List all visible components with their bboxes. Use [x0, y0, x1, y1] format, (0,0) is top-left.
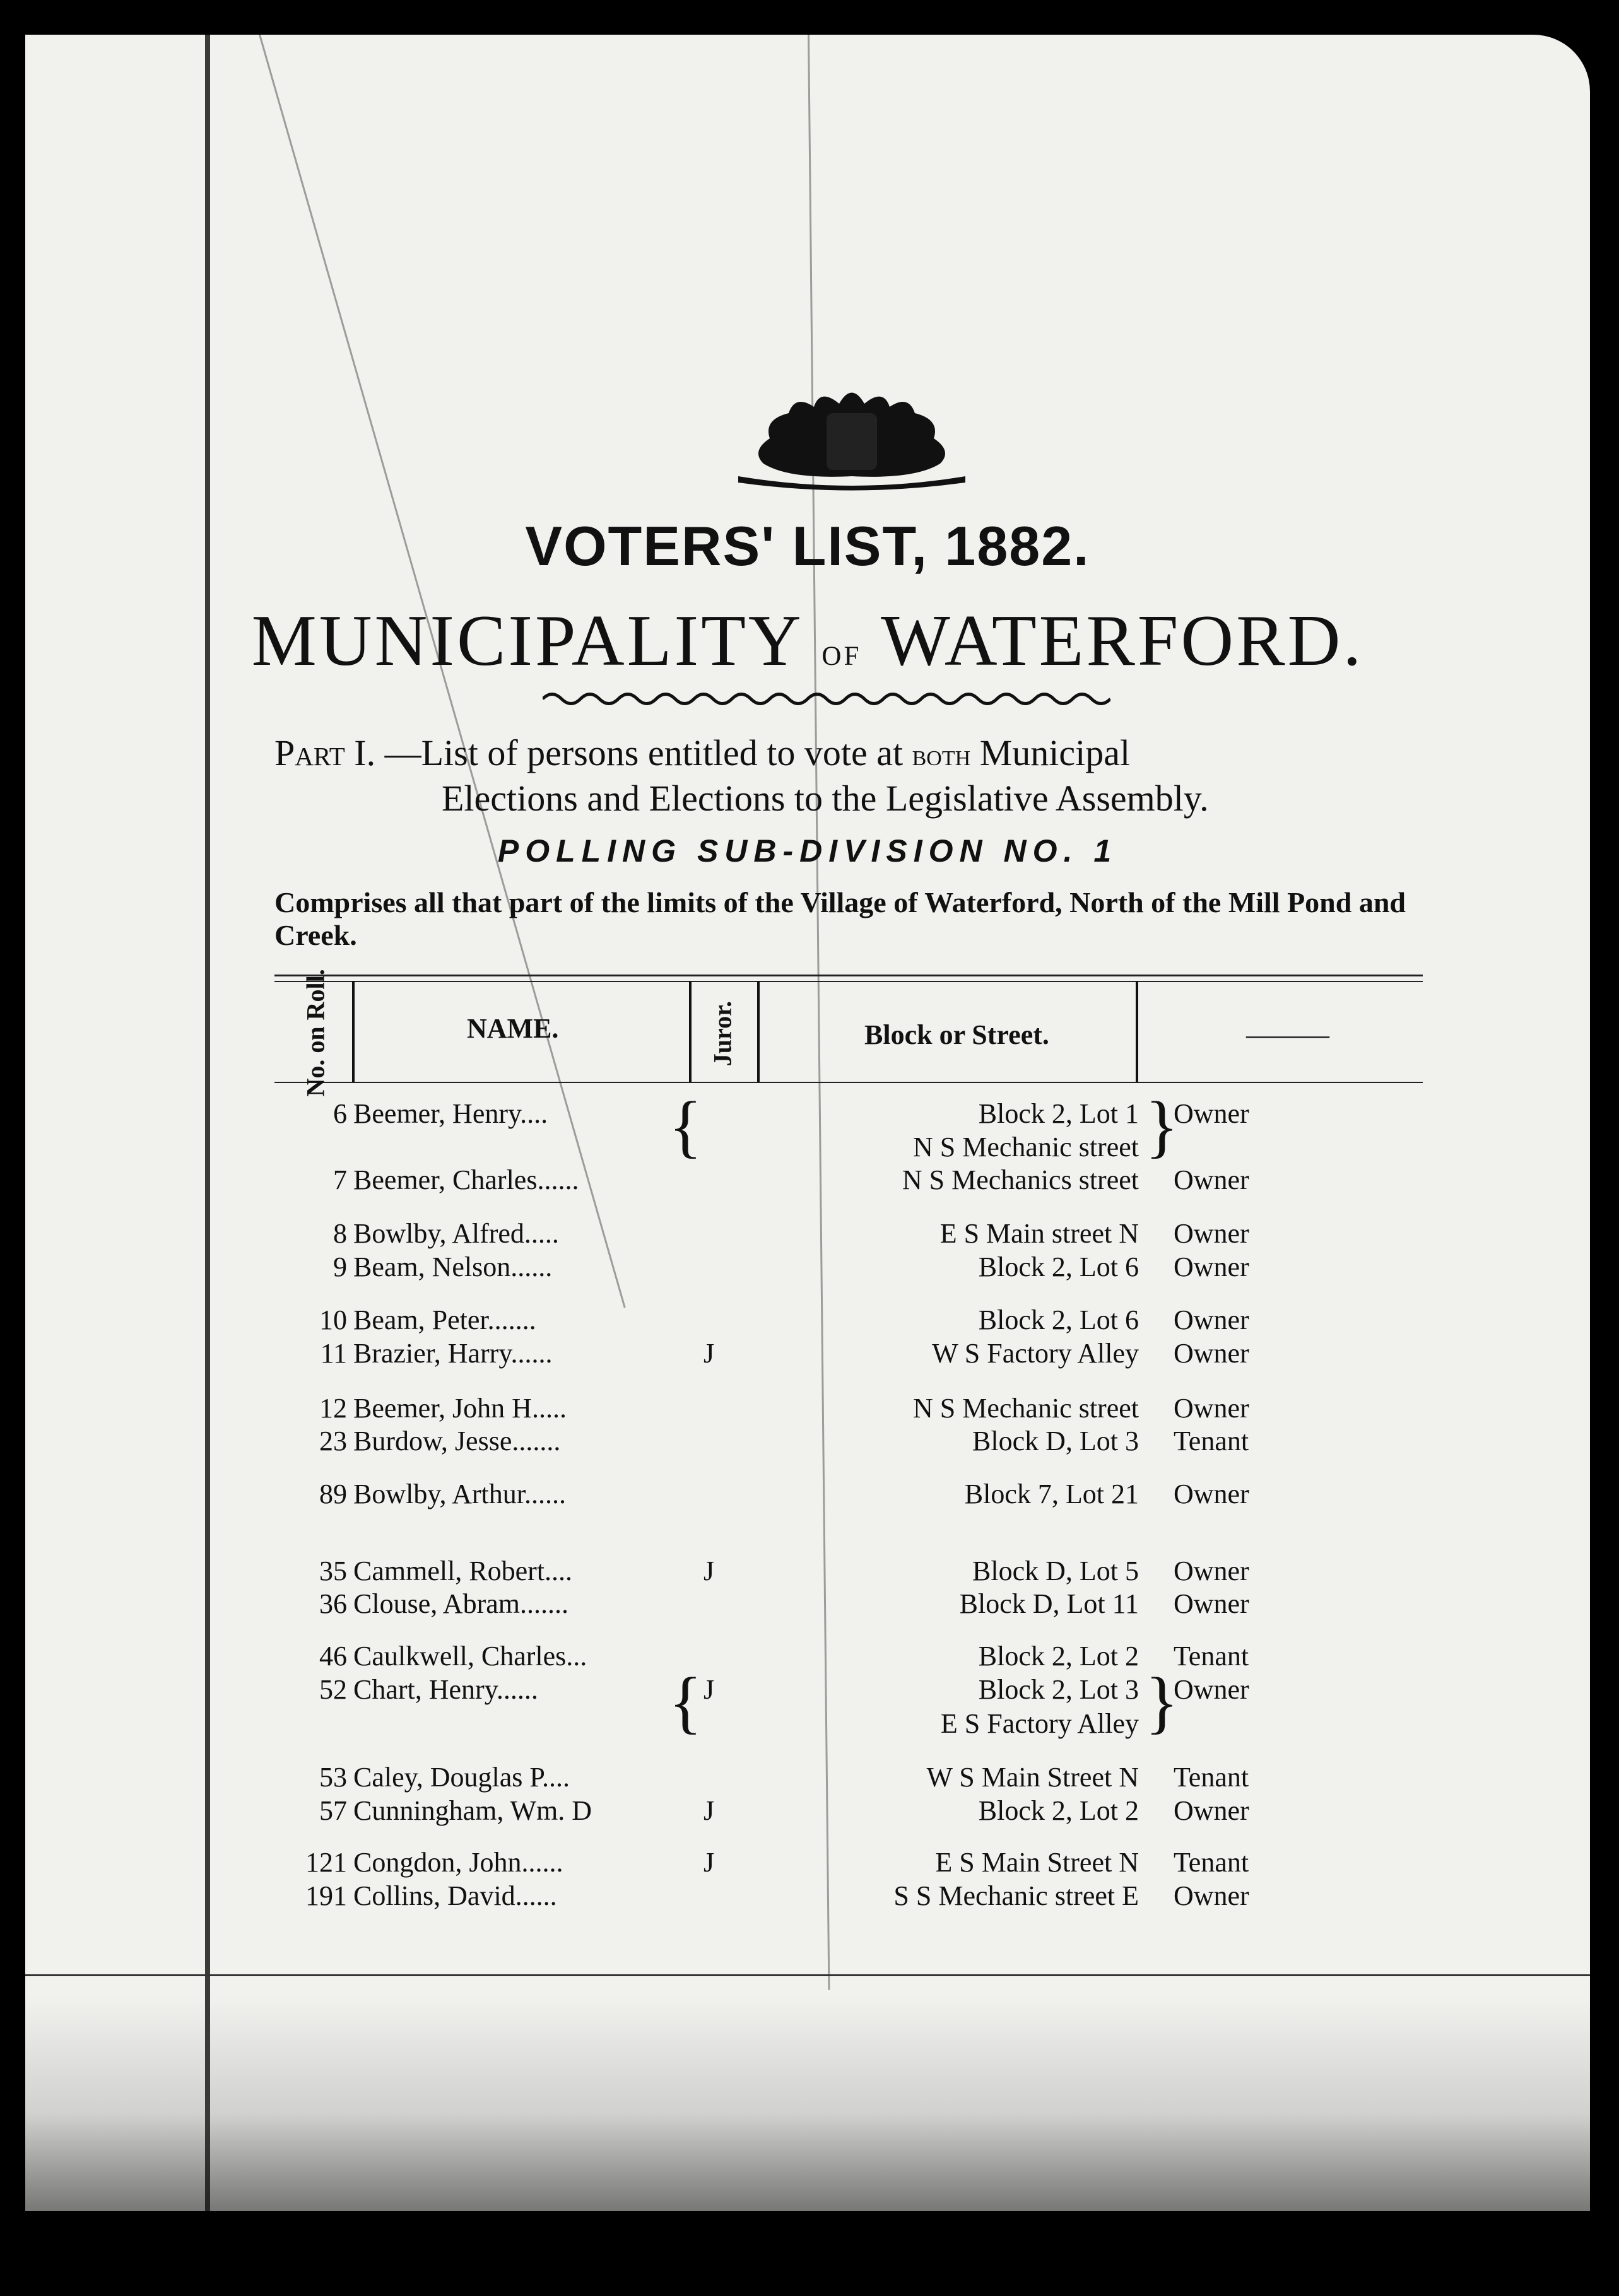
- roll-number: 11: [320, 1338, 347, 1369]
- juror-mark: J: [704, 1674, 715, 1705]
- roll-number: 6: [333, 1098, 347, 1129]
- block-or-street: W S Main Street N: [926, 1762, 1139, 1793]
- table-row: [25, 1425, 1590, 1460]
- table-row: [25, 1304, 1590, 1339]
- municipality-name: WATERFORD.: [881, 600, 1364, 681]
- block-or-street: S S Mechanic street E: [893, 1880, 1139, 1911]
- occupancy: Owner: [1174, 1795, 1249, 1826]
- header-no-on-roll: No. on Roll.: [301, 969, 330, 1097]
- roll-number: 191: [305, 1880, 347, 1911]
- occupancy: Tenant: [1174, 1847, 1249, 1878]
- table-top-rule: [274, 981, 1423, 982]
- part-text-both: both: [912, 739, 971, 772]
- block-or-street: N S Mechanic street: [913, 1132, 1139, 1163]
- table-row: [25, 1164, 1590, 1199]
- block-or-street: E S Factory Alley: [940, 1708, 1139, 1739]
- voter-name: Congdon, John......: [353, 1847, 563, 1878]
- block-or-street: Block 2, Lot 2: [978, 1641, 1139, 1672]
- coat-of-arms-emblem: [726, 369, 978, 495]
- roll-number: 10: [319, 1304, 347, 1335]
- roll-number: 121: [305, 1847, 347, 1878]
- occupancy: Tenant: [1174, 1762, 1249, 1793]
- block-or-street: Block 2, Lot 3: [978, 1674, 1139, 1705]
- table-row: [25, 1217, 1590, 1253]
- occupancy: Owner: [1174, 1588, 1249, 1619]
- voter-name: Burdow, Jesse.......: [353, 1426, 561, 1456]
- occupancy: Owner: [1174, 1880, 1249, 1911]
- part-description: [274, 732, 1423, 820]
- header-occupancy: ———: [1246, 1019, 1329, 1050]
- roll-number: 46: [319, 1641, 347, 1672]
- block-or-street: N S Mechanic street: [913, 1393, 1139, 1424]
- paper-shadow: [25, 1996, 1590, 2211]
- block-or-street: W S Factory Alley: [932, 1338, 1139, 1369]
- block-or-street: Block 2, Lot 1: [978, 1098, 1139, 1129]
- municipality-title: [25, 599, 1590, 683]
- municipality-prefix: MUNICIPALITY: [251, 600, 801, 681]
- table-row: [25, 1588, 1590, 1623]
- voter-name: Cammell, Robert....: [353, 1555, 573, 1586]
- occupancy: Owner: [1174, 1338, 1249, 1369]
- roll-number: 8: [333, 1218, 347, 1249]
- voter-name: Brazier, Harry......: [353, 1338, 553, 1369]
- table-row: [25, 1392, 1590, 1427]
- brace-mark: }: [1145, 1087, 1179, 1164]
- block-or-street: Block D, Lot 11: [959, 1588, 1139, 1619]
- roll-number: 89: [319, 1479, 347, 1509]
- juror-mark: J: [704, 1338, 715, 1369]
- brace-mark: {: [669, 1663, 702, 1740]
- occupancy: Owner: [1174, 1251, 1249, 1282]
- roll-number: 23: [319, 1426, 347, 1456]
- table-bottom-rule: [25, 1974, 1590, 1976]
- column-divider: [689, 981, 692, 1082]
- roll-number: 9: [333, 1251, 347, 1282]
- voter-name: Bowlby, Alfred.....: [353, 1218, 559, 1249]
- voter-name: Beam, Peter.......: [353, 1304, 536, 1335]
- column-divider: [1136, 981, 1138, 1082]
- table-row: [25, 1555, 1590, 1590]
- roll-number: 35: [319, 1555, 347, 1586]
- part-text: —List of persons entitled to vote at: [384, 732, 904, 773]
- block-or-street: Block D, Lot 3: [972, 1426, 1139, 1456]
- table-row: [25, 1478, 1590, 1513]
- roll-number: 12: [319, 1393, 347, 1424]
- voter-name: Beam, Nelson......: [353, 1251, 553, 1282]
- block-or-street: E S Main Street N: [935, 1847, 1139, 1878]
- roll-number: 36: [319, 1588, 347, 1619]
- voter-name: Collins, David......: [353, 1880, 557, 1911]
- roll-number: 7: [333, 1164, 347, 1195]
- column-divider: [352, 981, 355, 1082]
- voter-name: Beemer, Charles......: [353, 1164, 579, 1195]
- document-title: VOTERS' LIST, 1882.: [525, 515, 1090, 577]
- table-row: [25, 1761, 1590, 1796]
- part-text: Municipal: [979, 732, 1131, 773]
- table-row: [25, 1707, 1590, 1743]
- voter-name: Clouse, Abram.......: [353, 1588, 568, 1619]
- occupancy: Owner: [1174, 1393, 1249, 1424]
- wavy-divider: [543, 689, 1110, 708]
- voter-name: Chart, Henry......: [353, 1674, 538, 1705]
- header-block-or-street: Block or Street.: [864, 1019, 1049, 1050]
- occupancy: Owner: [1174, 1555, 1249, 1586]
- table-row: [25, 1640, 1590, 1675]
- voter-name: Beemer, Henry....: [353, 1098, 548, 1129]
- occupancy: Owner: [1174, 1098, 1249, 1129]
- occupancy: Owner: [1174, 1674, 1249, 1705]
- table-row: [25, 1337, 1590, 1373]
- block-or-street: Block 7, Lot 21: [964, 1479, 1139, 1509]
- table-row: [25, 1131, 1590, 1166]
- municipality-of: of: [821, 631, 862, 674]
- occupancy: Owner: [1174, 1479, 1249, 1509]
- block-or-street: Block 2, Lot 6: [978, 1251, 1139, 1282]
- occupancy: Owner: [1174, 1304, 1249, 1335]
- voter-name: Beemer, John H.....: [353, 1393, 567, 1424]
- block-or-street: E S Main street N: [939, 1218, 1139, 1249]
- table-row: [25, 1880, 1590, 1915]
- table-row: [25, 1846, 1590, 1882]
- brace-mark: {: [669, 1087, 702, 1164]
- occupancy: Owner: [1174, 1164, 1249, 1195]
- document-page: [25, 35, 1590, 2211]
- voter-name: Caulkwell, Charles...: [353, 1641, 587, 1672]
- block-or-street: Block D, Lot 5: [972, 1555, 1139, 1586]
- table-top-rule: [274, 975, 1423, 976]
- voter-name: Cunningham, Wm. D: [353, 1795, 592, 1826]
- roll-number: 53: [319, 1762, 347, 1793]
- table-row: [25, 1251, 1590, 1286]
- voter-name: Caley, Douglas P....: [353, 1762, 570, 1793]
- block-or-street: N S Mechanics street: [902, 1164, 1139, 1195]
- occupancy: Owner: [1174, 1218, 1249, 1249]
- table-header-rule: [274, 1082, 1423, 1083]
- part-label: Part I.: [274, 732, 376, 773]
- header-name: NAME.: [467, 1013, 559, 1044]
- voter-name: Bowlby, Arthur......: [353, 1479, 566, 1509]
- part-text-line2: Elections and Elections to the Legislative Assembly.: [442, 778, 1209, 819]
- juror-mark: J: [704, 1555, 715, 1586]
- roll-number: 52: [319, 1674, 347, 1705]
- column-divider: [757, 981, 760, 1082]
- comprises-text: Comprises all that part of the limits of the Village of Waterford, North of the Mill Pond and Creek.: [274, 886, 1406, 951]
- roll-number: 57: [319, 1795, 347, 1826]
- occupancy: Tenant: [1174, 1426, 1249, 1456]
- juror-mark: J: [704, 1795, 715, 1826]
- juror-mark: J: [704, 1847, 715, 1878]
- header-juror: Juror.: [708, 1000, 737, 1067]
- polling-subdivision: POLLING SUB-DIVISION NO. 1: [497, 833, 1118, 869]
- table-row: [25, 1795, 1590, 1830]
- occupancy: Tenant: [1174, 1641, 1249, 1672]
- brace-mark: }: [1145, 1663, 1179, 1740]
- block-or-street: Block 2, Lot 2: [978, 1795, 1139, 1826]
- block-or-street: Block 2, Lot 6: [978, 1304, 1139, 1335]
